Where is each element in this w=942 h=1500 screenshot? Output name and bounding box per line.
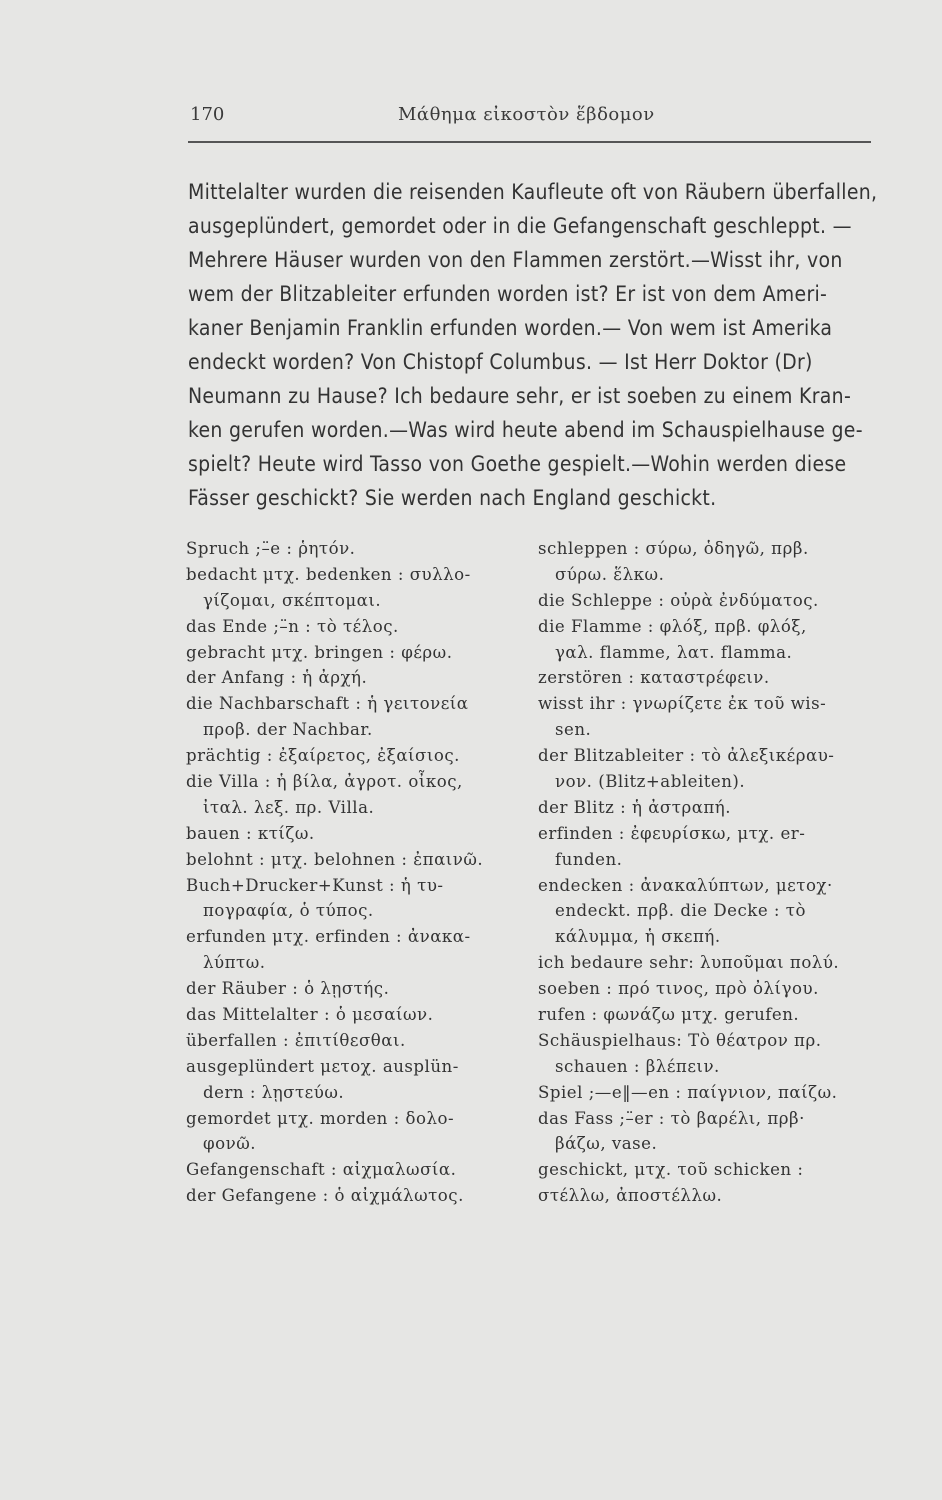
passage-line: wem der Blitzableiter erfunden worden ist? Er ist von dem Ameri- bbox=[188, 282, 828, 306]
passage-line: kaner Benjamin Franklin erfunden worden.— Von wem ist Amerika bbox=[188, 316, 833, 340]
vocabulary-entry: überfallen : ἐπιτίθεσθαι. bbox=[186, 1030, 406, 1050]
vocabulary-entry: endecken : ἀνακαλύπτων, μετοχ· bbox=[538, 875, 833, 895]
vocabulary-entry: der Räuber : ὁ λῃστής. bbox=[186, 979, 390, 999]
vocabulary-entry: βάζω, vase. bbox=[555, 1134, 658, 1154]
vocabulary-entry: dern : λῃστεύω. bbox=[203, 1082, 345, 1102]
passage-line: Mittelalter wurden die reisenden Kaufleute oft von Räubern überfallen, bbox=[188, 180, 878, 204]
vocabulary-left-column bbox=[186, 536, 531, 1209]
vocabulary-entry: gemordet μτχ. morden : δολο- bbox=[186, 1108, 455, 1128]
vocabulary-entry: das Ende ;–̈n : τὸ τέλος. bbox=[186, 616, 399, 636]
vocabulary-entry: die Schleppe : οὐρὰ ἐνδύματος. bbox=[538, 590, 819, 610]
vocabulary-entry: die Villa : ἡ βίλα, ἀγροτ. οἶκος, bbox=[186, 772, 463, 792]
vocabulary-entry: die Nachbarschaft : ἡ γειτονεία bbox=[186, 694, 469, 714]
vocabulary-entry: φονῶ. bbox=[203, 1134, 257, 1154]
vocabulary-entry: ich bedaure sehr: λυποῦμαι πολύ. bbox=[538, 953, 840, 973]
vocabulary-entry: γαλ. flamme, λατ. flamma. bbox=[555, 642, 793, 662]
vocabulary-right-column bbox=[538, 536, 883, 1209]
vocabulary-entry: das Mittelalter : ὁ μεσαίων. bbox=[186, 1005, 434, 1025]
vocabulary-entry: Spruch ;–̈e : ῥητόν. bbox=[186, 539, 356, 558]
vocabulary-entry: schleppen : σύρω, ὁδηγῶ, πρβ. bbox=[538, 539, 809, 558]
vocabulary-entry: funden. bbox=[555, 849, 623, 869]
vocabulary-entry: zerstören : καταστρέφειν. bbox=[538, 668, 770, 688]
header-rule bbox=[188, 141, 871, 143]
vocabulary-entry: Spiel ;—e‖—en : παίγνιον, παίζω. bbox=[538, 1082, 838, 1102]
vocabulary-entry: soeben : πρό τινος, πρὸ ὀλίγου. bbox=[538, 979, 819, 999]
page-header bbox=[0, 0, 942, 150]
vocabulary-entry: ἰταλ. λεξ. πρ. Villa. bbox=[203, 797, 375, 817]
passage-line: endeckt worden? Von Chistopf Columbus. — Ist Herr Doktor (Dr) bbox=[188, 350, 813, 374]
vocabulary-entry: στέλλω, ἀποστέλλω. bbox=[538, 1186, 723, 1206]
passage-line: Fässer geschickt? Sie werden nach England geschickt. bbox=[188, 486, 717, 510]
vocabulary-entry: die Flamme : φλόξ, πρβ. φλόξ, bbox=[538, 616, 807, 636]
vocabulary-entry: schauen : βλέπειν. bbox=[555, 1056, 720, 1076]
vocabulary-entry: bauen : κτίζω. bbox=[186, 823, 315, 843]
vocabulary-entry: wisst ihr : γνωρίζετε ἐκ τοῦ wis- bbox=[538, 694, 827, 714]
vocabulary-entry: sen. bbox=[555, 720, 592, 740]
passage-line: ken gerufen worden.—Was wird heute abend im Schauspielhause ge- bbox=[188, 418, 863, 442]
vocabulary-entry: gebracht μτχ. bringen : φέρω. bbox=[186, 642, 453, 662]
vocabulary-entry: πογραφία, ὁ τύπος. bbox=[203, 901, 374, 921]
vocabulary-entry: Gefangenschaft : αἰχμαλωσία. bbox=[186, 1160, 457, 1180]
vocabulary-entry: prächtig : ἐξαίρετος, ἐξαίσιος. bbox=[186, 746, 460, 766]
vocabulary-entry: σύρω. ἕλκω. bbox=[555, 564, 665, 584]
vocabulary-entry: erfinden : ἐφευρίσκω, μτχ. er- bbox=[538, 823, 806, 843]
vocabulary-entry: endeckt. πρβ. die Decke : τὸ bbox=[555, 901, 806, 921]
passage-line: Neumann zu Hause? Ich bedaure sehr, er ist soeben zu einem Kran- bbox=[188, 384, 852, 408]
vocabulary-entry: belohnt : μτχ. belohnen : ἐπαινῶ. bbox=[186, 849, 484, 869]
vocabulary-entry: λύπτω. bbox=[203, 953, 266, 973]
page-number: 170 bbox=[190, 104, 225, 125]
running-head: Μάθημα εἰκοστὸν ἕβδομον bbox=[398, 104, 655, 125]
vocabulary-entry: Buch+Drucker+Kunst : ἡ τυ- bbox=[186, 875, 444, 895]
vocabulary-entry: erfunden μτχ. erfinden : ἀνακα- bbox=[186, 927, 471, 947]
vocabulary-entry: rufen : φωνάζω μτχ. gerufen. bbox=[538, 1005, 800, 1025]
vocabulary-entry: der Blitzableiter : τὸ ἀλεξικέραυ- bbox=[538, 746, 835, 766]
passage-line: Mehrere Häuser wurden von den Flammen zerstört.—Wisst ihr, von bbox=[188, 248, 843, 272]
vocabulary-entry: νον. (Blitz+ableiten). bbox=[555, 772, 746, 792]
reading-passage bbox=[188, 175, 878, 515]
vocabulary-entry: γίζομαι, σκέπτομαι. bbox=[203, 590, 382, 610]
vocabulary-entry: Schäuspielhaus: Τὸ θέατρον πρ. bbox=[538, 1030, 822, 1050]
vocabulary-entry: das Fass ;–̈er : τὸ βαρέλι, πρβ· bbox=[538, 1108, 805, 1128]
vocabulary-entry: der Blitz : ἡ ἀστραπή. bbox=[538, 797, 732, 817]
vocabulary-entry: der Anfang : ἡ ἀρχή. bbox=[186, 668, 368, 688]
vocabulary-entry: προβ. der Nachbar. bbox=[203, 720, 373, 740]
passage-line: spielt? Heute wird Tasso von Goethe gespielt.—Wohin werden diese bbox=[188, 452, 847, 476]
vocabulary-entry: ausgeplündert μετοχ. ausplün- bbox=[186, 1056, 459, 1076]
vocabulary-entry: geschickt, μτχ. τοῦ schicken : bbox=[538, 1160, 804, 1180]
vocabulary-entry: der Gefangene : ὁ αἰχμάλωτος. bbox=[186, 1186, 464, 1206]
vocabulary-entry: κάλυμμα, ἡ σκεπή. bbox=[555, 927, 721, 947]
vocabulary-entry: bedacht μτχ. bedenken : συλλο- bbox=[186, 564, 471, 584]
passage-line: ausgeplündert, gemordet oder in die Gefangenschaft geschleppt. — bbox=[188, 214, 852, 238]
